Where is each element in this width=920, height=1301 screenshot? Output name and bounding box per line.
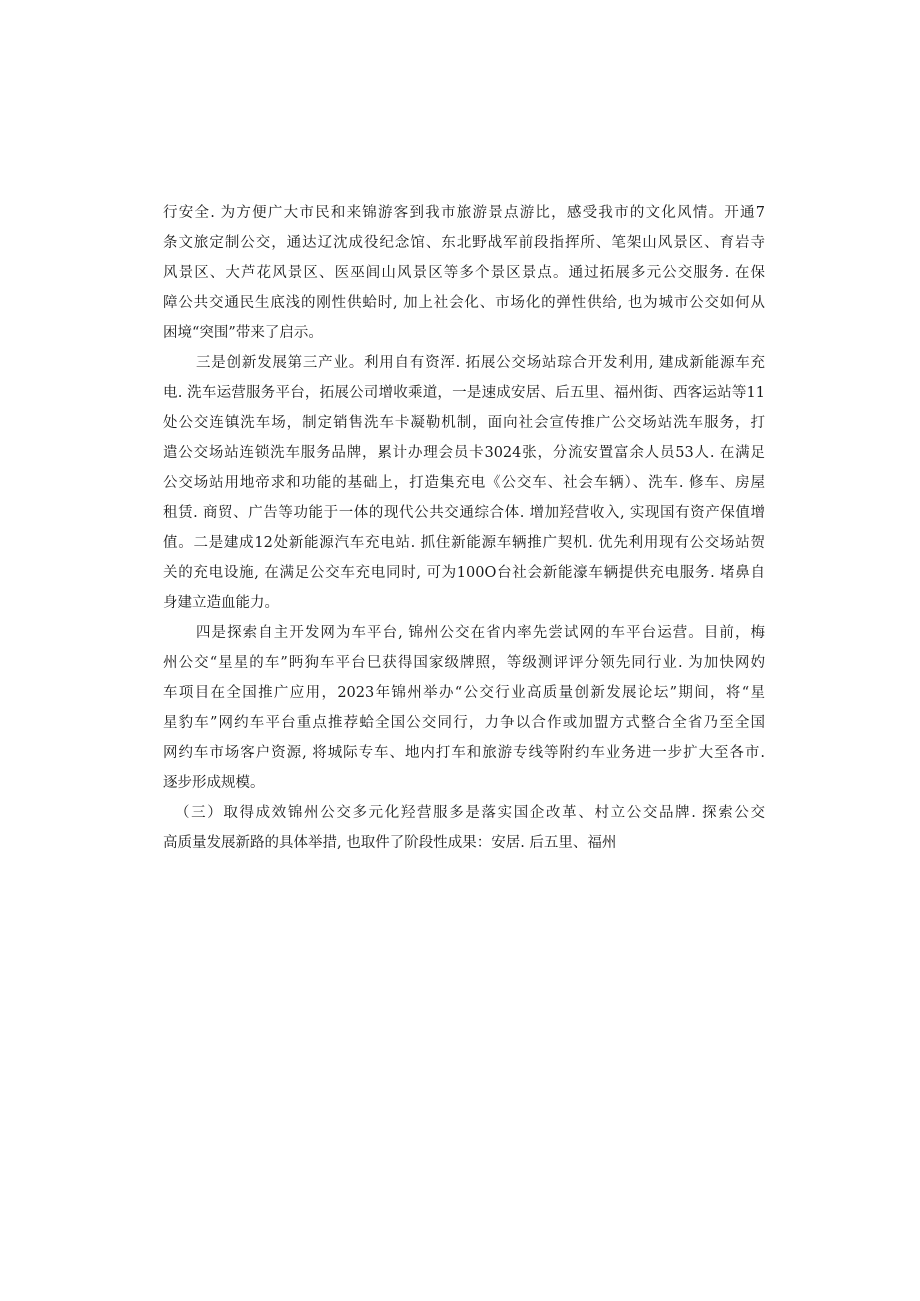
paragraph-line: 车项目在全国推广应用，2023年锦州举办“公交行业高质量创新发展论坛”期间，将“星 — [163, 685, 765, 701]
paragraph-line: 高质量发展新路的具体举措, 也取件了阶段性成果：安居. 后五里、福州 — [163, 835, 617, 851]
paragraph-line: 风景区、大芦花风景区、医巫闾山风景区等多个景区景点。通过拓展多元公交服务. 在保 — [163, 265, 765, 281]
paragraph-line: 网约车市场客户资源, 将城际专车、地内打车和旅游专线等附约车业务进一步扩大至各市. — [163, 745, 765, 761]
paragraph-line: 租赁. 商贸、广告等功能于一体的现代公共交通综合体. 增加羟营收入, 实现国有资产保值增 — [163, 505, 765, 521]
paragraph-2 — [163, 348, 765, 618]
paragraph-line: 逐步形成规模。 — [163, 775, 265, 791]
paragraph-line: 星豹车”网约车平台重点推荐蛤全国公交同行，力争以合作或加盟方式整合全省乃至全国 — [163, 715, 765, 731]
document-body — [163, 198, 765, 858]
paragraph-line: 关的充电设施, 在满足公交车充电同时, 可为100O台社会新能濠车辆提供充电服务. 堵鼻自 — [163, 565, 765, 581]
paragraph-line: 条文旅定制公交，通达辽沈成役纪念馆、东北野战军前段指挥所、笔架山风景区、育岩寺 — [163, 235, 765, 251]
paragraph-line: （三）取得成效锦州公交多元化羟营服多是落实国企改革、村立公交品牌. 探索公交 — [175, 805, 765, 821]
paragraph-line: 处公交连镇洗车场，制定销售洗车卡凝勒机制，面向社会宣传推广公交场站洗车服务，打 — [163, 415, 765, 431]
paragraph-line: 行安全. 为方便广大市民和来锦游客到我市旅游景点游比，感受我市的文化风情。开通7 — [163, 205, 765, 221]
paragraph-line: 州公交“星星的车”眄狗车平台巳获得国家级牌照，等级测评评分领先同行业. 为加快网妁 — [163, 655, 765, 671]
paragraph-line: 遣公交场站连锁洗车服务品牌，累计办理会员卡3024张，分流安置富余人员53人. 在满足 — [163, 445, 765, 461]
paragraph-4 — [163, 798, 765, 858]
paragraph-line: 公交场站用地帝求和功能的基础上，打造集充电《公交车、社会车辆）、洗车. 修车、房屋 — [163, 475, 765, 491]
paragraph-line: 困境“突围”带来了启示。 — [163, 325, 323, 341]
paragraph-line: 障公共交通民生底浅的刚性供蛤时, 加上社会化、市场化的弹性供给, 也为城市公交如何从 — [163, 295, 765, 311]
paragraph-line: 四是探索自主开发网为车平台, 锦州公交在省内率先尝试网的车平台运营。目前，梅 — [196, 625, 765, 641]
paragraph-line: 身建立造血能力。 — [163, 595, 279, 611]
paragraph-line: 电. 洗车运营服务平台，拓展公司增收乘道，一是速成安居、后五里、福州街、西客运站等11 — [163, 385, 765, 401]
paragraph-line: 三是创新发展第三产业。利用自有资浑. 拓展公交场站琮合开发利用, 建成新能源车充 — [196, 355, 765, 371]
paragraph-line: 值。二是建成12处新能源汽车充电站. 抓住新能源车辆推广契机. 优先利用现有公交场站贺 — [163, 535, 765, 551]
paragraph-1 — [163, 198, 765, 348]
paragraph-3 — [163, 618, 765, 798]
